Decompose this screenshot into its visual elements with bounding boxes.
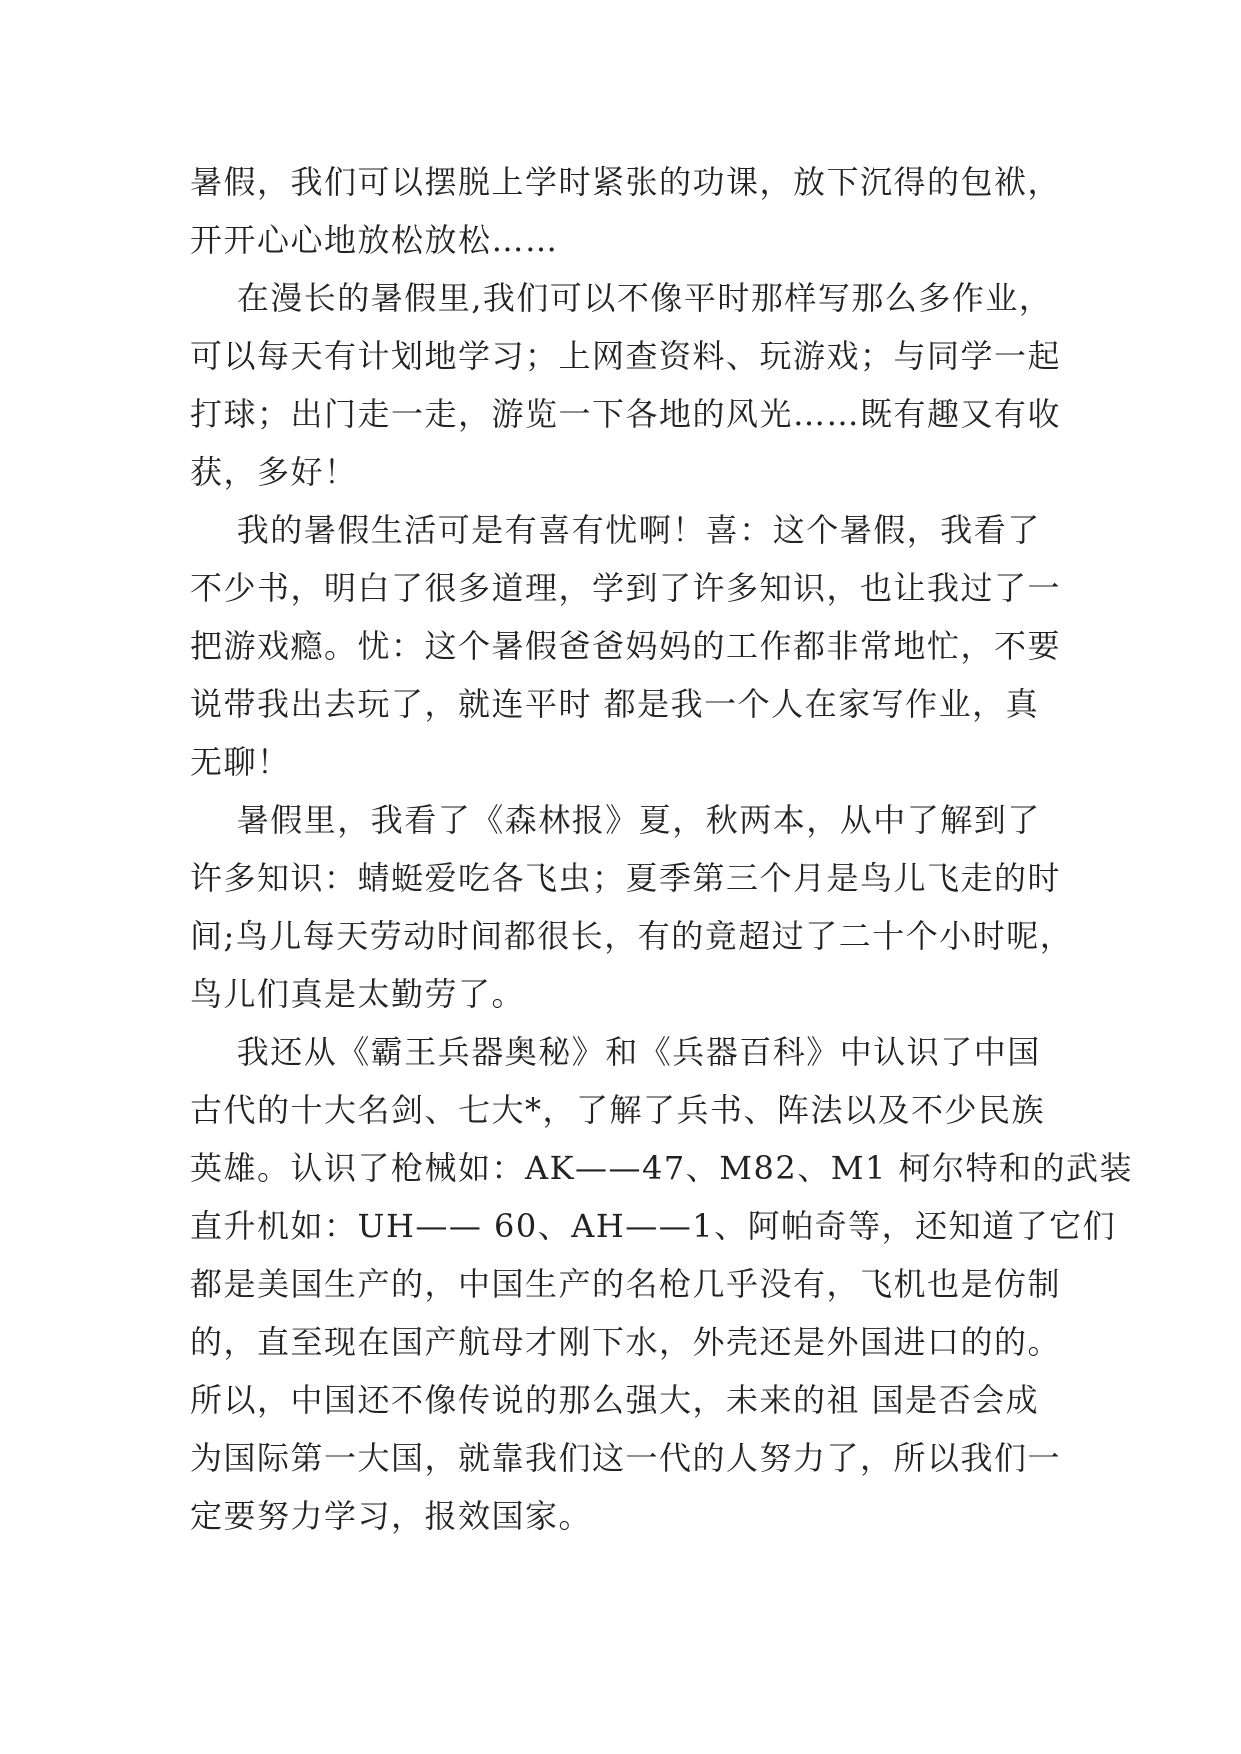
text-line: 为国际第一大国，就靠我们这一代的人努力了，所以我们一 [190, 1439, 1062, 1477]
text-line: 开开心心地放松放松…… [190, 221, 559, 259]
text-line: 的，直至现在国产航母才刚下水，外壳还是外国进口的的。 [190, 1323, 1062, 1361]
text-line: 定要努力学习，报效国家。 [190, 1497, 593, 1535]
text-line: 无聊！ [190, 743, 291, 781]
text-line: 古代的十大名剑、七大*，了解了兵书、阵法以及不少民族 [190, 1091, 1046, 1129]
text-line: 暑假里，我看了《森林报》夏，秋两本，从中了解到了 [190, 801, 1041, 839]
text-line: 把游戏瘾。忧：这个暑假爸爸妈妈的工作都非常地忙，不要 [190, 627, 1062, 665]
text-line: 打球；出门走一走，游览一下各地的风光……既有趣又有收 [190, 395, 1062, 433]
text-line: 间;鸟儿每天劳动时间都很长，有的竟超过了二十个小时呢， [190, 917, 1074, 955]
text-line: 都是美国生产的，中国生产的名枪几乎没有，飞机也是仿制 [190, 1265, 1062, 1303]
text-line: 许多知识：蜻蜓爱吃各飞虫；夏季第三个月是鸟儿飞走的时 [190, 859, 1062, 897]
text-line: 获，多好！ [190, 453, 358, 491]
text-line: 所以，中国还不像传说的那么强大，未来的祖 国是否会成 [190, 1381, 1040, 1419]
text-line: 英雄。认识了枪械如：AK——47、M82、M1 柯尔特和的武装 [190, 1149, 1134, 1187]
text-line: 说带我出去玩了，就连平时 都是我一个人在家写作业，真 [190, 685, 1040, 723]
text-line: 直升机如：UH—— 60、AH——1、阿帕奇等，还知道了它们 [190, 1207, 1117, 1245]
text-line: 我还从《霸王兵器奥秘》和《兵器百科》中认识了中国 [190, 1033, 1041, 1071]
text-line: 暑假，我们可以摆脱上学时紧张的功课，放下沉得的包袱， [190, 163, 1062, 201]
text-line: 鸟儿们真是太勤劳了。 [190, 975, 526, 1013]
text-line: 不少书，明白了很多道理，学到了许多知识，也让我过了一 [190, 569, 1062, 607]
text-line: 在漫长的暑假里,我们可以不像平时那样写那么多作业， [190, 279, 1053, 317]
text-line: 可以每天有计划地学习；上网查资料、玩游戏；与同学一起 [190, 337, 1062, 375]
text-line: 我的暑假生活可是有喜有忧啊！喜：这个暑假，我看了 [190, 511, 1041, 549]
